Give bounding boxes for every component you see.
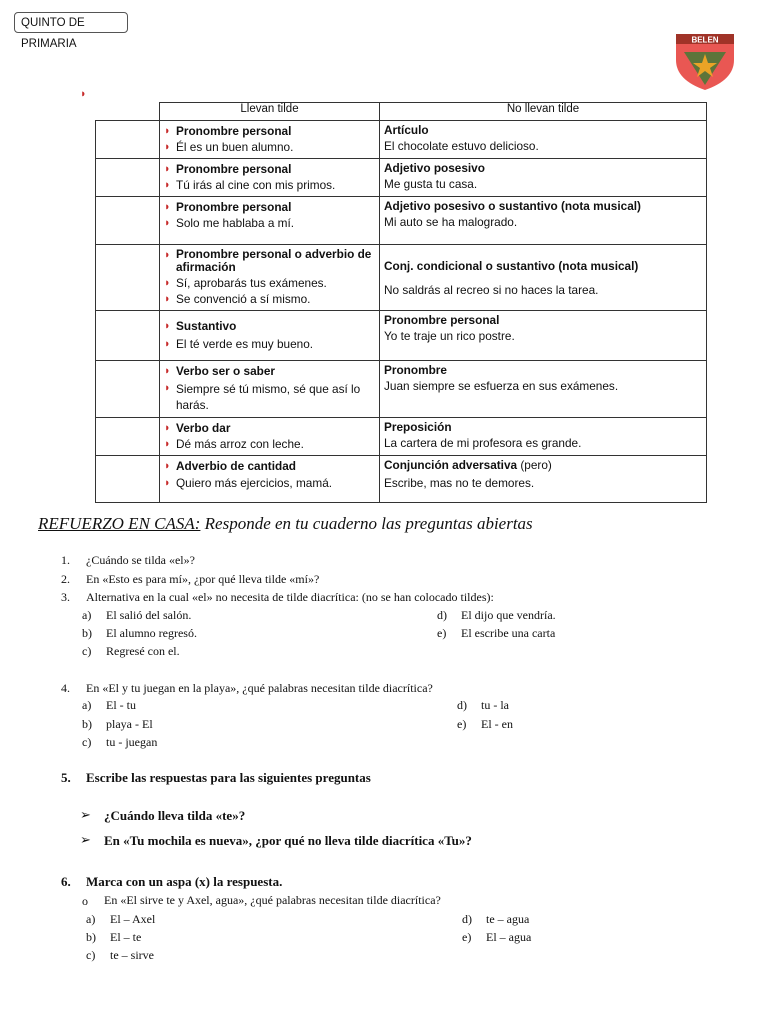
sub-question: En «Tu mochila es nueva», ¿por qué no lleva tilde diacrítica «Tu»?: [104, 833, 472, 848]
example-text: Sí, aprobarás tus exámenes.: [176, 276, 327, 290]
bullet-icon: ◗: [164, 338, 171, 350]
table-row: [96, 418, 707, 456]
example-text: El té verde es muy bueno.: [176, 337, 314, 351]
option-text: tu - la: [481, 698, 509, 712]
question-number: 1.: [61, 553, 70, 567]
option-text: te – agua: [486, 912, 530, 926]
school-logo: [672, 30, 738, 92]
option-text: El dijo que vendría.: [461, 608, 556, 622]
category-label: Verbo dar: [176, 421, 231, 435]
option-letter: c): [82, 735, 92, 749]
category-note: (pero): [520, 458, 552, 472]
option-letter: d): [457, 698, 467, 712]
option-letter: b): [82, 626, 92, 640]
example-text: Juan siempre se esfuerza en sus exámenes.: [384, 379, 619, 393]
table-row: [96, 121, 707, 159]
option-text: tu - juegan: [106, 735, 158, 749]
question-number: 2.: [61, 572, 70, 586]
question-text: En «El y tu juegan en la playa», ¿qué palabras necesitan tilde diacrítica?: [86, 681, 433, 695]
category-label: Conj. condicional o sustantivo (nota musical): [384, 258, 639, 273]
bullet-icon: ◗: [164, 163, 171, 175]
option-letter: e): [462, 930, 472, 944]
table-header-empty: [96, 103, 160, 121]
col-right-label: No llevan tilde: [506, 103, 580, 115]
example-text: Me gusta tu casa.: [384, 177, 478, 191]
option-letter: d): [437, 608, 447, 622]
bullet-icon: ◗: [164, 249, 171, 261]
table-row: [96, 159, 707, 197]
bullet-icon: ◗: [164, 422, 171, 434]
option-letter: c): [82, 644, 92, 658]
table-row: [96, 197, 707, 245]
category-label: Verbo ser o saber: [176, 364, 276, 378]
bullet-icon: ◗: [164, 365, 171, 377]
list-item: [164, 292, 375, 306]
category-label: Artículo: [384, 123, 429, 137]
example-text: Siempre sé tú mismo, sé que así lo harás.: [176, 382, 361, 412]
table-header-left: [160, 103, 380, 121]
table-row: [96, 311, 707, 361]
option-text: El – Axel: [110, 912, 156, 926]
list-item: [164, 248, 375, 274]
list-item: [164, 364, 375, 378]
question-number: 4.: [61, 681, 70, 695]
option-letter: e): [457, 717, 467, 731]
category-label: Pronombre personal o adverbio de afirmación: [176, 247, 372, 274]
bullet-icon: ◗: [164, 179, 171, 191]
question-number: 6.: [61, 874, 71, 889]
logo-text: BELEN: [691, 35, 719, 45]
list-item: [164, 421, 375, 435]
list-item: [164, 162, 375, 176]
table-header-right: [380, 103, 707, 121]
bullet-icon: ◗: [164, 125, 171, 137]
table-row: [96, 245, 707, 311]
bullet-icon: ◗: [164, 217, 171, 229]
sub-question: En «El sirve te y Axel, agua», ¿qué palabras necesitan tilde diacrítica?: [104, 893, 441, 907]
circle-bullet-icon: o: [82, 894, 88, 908]
example-text: El chocolate estuvo delicioso.: [384, 139, 539, 153]
table-row: [96, 361, 707, 418]
category-label: Pronombre: [384, 363, 447, 377]
question-text: Escribe las respuestas para las siguientes preguntas: [86, 770, 371, 785]
category-label: Adjetivo posesivo o sustantivo (nota musical): [384, 199, 641, 213]
option-text: El – agua: [486, 930, 532, 944]
category-label: Pronombre personal: [176, 200, 292, 214]
option-letter: d): [462, 912, 472, 926]
table-row: [96, 456, 707, 503]
question-text: ¿Cuándo se tilda «el»?: [86, 553, 195, 567]
option-letter: e): [437, 626, 447, 640]
bullet-icon: ◗: [164, 277, 171, 289]
bullet-icon: ◗: [164, 320, 171, 332]
list-item: [164, 476, 375, 490]
example-text: Tú irás al cine con mis primos.: [176, 178, 336, 192]
arrow-bullet-icon: ➢: [80, 808, 91, 823]
category-label: Adjetivo posesivo: [384, 161, 485, 175]
bullet-icon: ◗: [164, 460, 171, 472]
section-heading: REFUERZO EN CASA: Responde en tu cuaderno las preguntas abiertas: [38, 514, 533, 533]
category-label: Pronombre personal: [384, 313, 500, 327]
example-text: Dé más arroz con leche.: [176, 437, 304, 451]
category-label: Adverbio de cantidad: [176, 459, 296, 473]
option-text: El alumno regresó.: [106, 626, 197, 640]
bullet-icon: ◗: [164, 201, 171, 213]
example-text: Quiero más ejercicios, mamá.: [176, 476, 333, 490]
option-text: El – te: [110, 930, 142, 944]
grade-label: QUINTO DE PRIMARIA: [14, 12, 128, 33]
option-text: te – sirve: [110, 948, 154, 962]
list-item: [164, 381, 375, 413]
option-letter: a): [82, 608, 92, 622]
list-item: [164, 319, 375, 333]
example-text: Mi auto se ha malogrado.: [384, 215, 518, 229]
col-left-label: Llevan tilde: [240, 103, 299, 115]
example-text: Yo te traje un rico postre.: [384, 329, 515, 343]
category-label: Pronombre personal: [176, 124, 292, 138]
bullet-icon: ◗: [164, 438, 171, 450]
list-item: [164, 459, 375, 473]
category-label: Pronombre personal: [176, 162, 292, 176]
list-item: [164, 140, 375, 154]
option-letter: b): [86, 930, 96, 944]
option-text: El salió del salón.: [106, 608, 192, 622]
bullet-icon: ◗: [164, 293, 171, 305]
option-letter: c): [86, 948, 96, 962]
list-item: [164, 437, 375, 451]
option-text: El - en: [481, 717, 513, 731]
list-item: [164, 200, 375, 214]
sub-question: ¿Cuándo lleva tilda «te»?: [104, 808, 246, 823]
option-letter: b): [82, 717, 92, 731]
example-text: La cartera de mi profesora es grande.: [384, 436, 582, 450]
category-label: Preposición: [384, 420, 452, 434]
list-item: [164, 178, 375, 192]
tilde-table: [95, 102, 707, 503]
list-item: [164, 276, 375, 290]
option-letter: a): [86, 912, 96, 926]
example-text: Se convenció a sí mismo.: [176, 292, 311, 306]
example-text: Él es un buen alumno.: [176, 140, 294, 154]
option-text: El - tu: [106, 698, 136, 712]
bullet-icon: ◗: [164, 477, 171, 489]
list-item: [164, 216, 375, 230]
category-label: Conjunción adversativa: [384, 458, 518, 472]
example-text: Escribe, mas no te demores.: [384, 476, 535, 490]
question-text: En «Esto es para mí», ¿por qué lleva tilde «mí»?: [86, 572, 320, 586]
option-text: El escribe una carta: [461, 626, 556, 640]
bullet-icon: ◗: [164, 141, 171, 153]
category-label: Sustantivo: [176, 319, 237, 333]
question-text: Marca con un aspa (x) la respuesta.: [86, 874, 283, 889]
option-text: Regresé con el.: [106, 644, 180, 658]
bullet-icon: ◗: [80, 88, 87, 100]
option-text: playa - El: [106, 717, 153, 731]
question-number: 5.: [61, 770, 71, 785]
example-text: No saldrás al recreo si no haces la tarea.: [384, 282, 599, 297]
example-text: Solo me hablaba a mí.: [176, 216, 295, 230]
arrow-bullet-icon: ➢: [80, 833, 91, 848]
bullet-icon: ◗: [164, 382, 171, 394]
question-number: 3.: [61, 590, 70, 604]
question-text: Alternativa en la cual «el» no necesita de tilde diacrítica: (no se han colocado tildes):: [86, 590, 494, 604]
list-item: [164, 337, 375, 351]
list-item: [164, 124, 375, 138]
option-letter: a): [82, 698, 92, 712]
